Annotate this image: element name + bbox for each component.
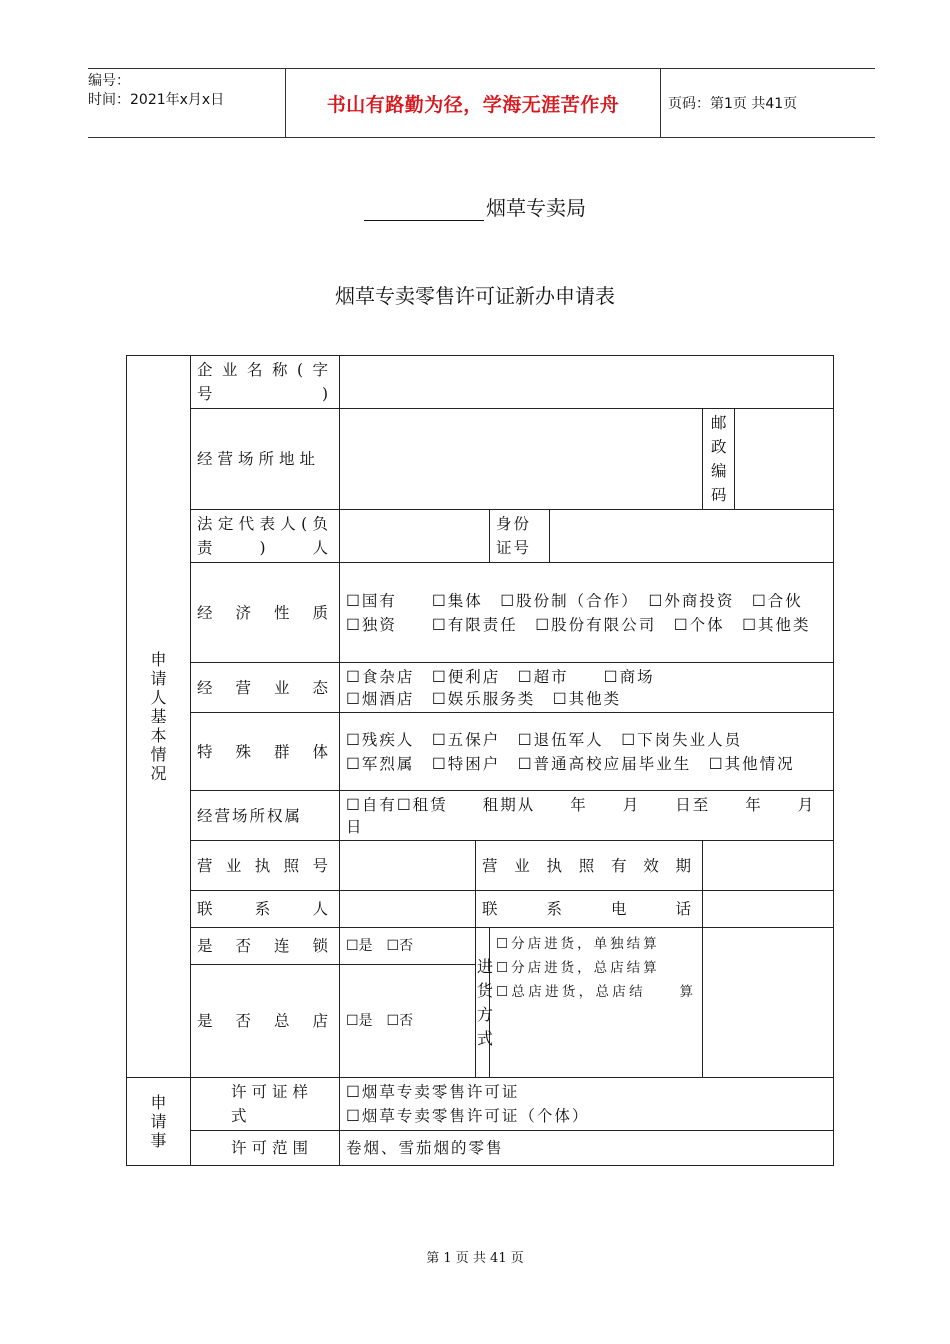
header-meta (88, 69, 285, 140)
document-title: 烟草专卖零售许可证新办申请表 (335, 284, 615, 308)
license-valid-label: 营业执照有效期 (476, 841, 703, 891)
purchase-label (476, 928, 493, 1078)
business-options[interactable] (340, 663, 834, 713)
license-valid-field[interactable] (703, 841, 834, 891)
business-options-line-1: ☐食杂店 ☐便利店 ☐超市 ☐商场 (346, 667, 655, 686)
permit-scope-value: 卷烟、雪茄烟的零售 (340, 1131, 834, 1166)
section-applicant-info (127, 356, 191, 1078)
page-footer: 第 1 页 共 41 页 (426, 1251, 524, 1266)
section-application-label: 申请事 (150, 1093, 167, 1150)
special-group-line-1: ☐残疾人 ☐五保户 ☐退伍军人 ☐下岗失业人员 (346, 730, 743, 749)
address-label: 经营场所地址 (191, 409, 340, 510)
contact-label: 联系人 (191, 891, 340, 928)
special-group-options[interactable] (340, 713, 834, 791)
permit-style-option-2: ☐烟草专卖零售许可证（个体） (346, 1107, 590, 1125)
chain-label: 是否连锁 (191, 928, 340, 965)
organization-name: 烟草专卖局 (486, 196, 586, 220)
permit-style-option-1: ☐烟草专卖零售许可证 (346, 1083, 520, 1101)
section-applicant-label: 申请人基本情况 (150, 650, 167, 783)
license-no-field[interactable] (340, 841, 476, 891)
time-label: 时间：2021年x月x日 (88, 92, 225, 108)
economy-options[interactable] (340, 563, 834, 663)
economy-options-line-1: ☐国有 ☐集体 ☐股份制（合作） ☐外商投资 ☐合伙 (346, 591, 803, 610)
business-options-line-2: ☐烟酒店 ☐娱乐服务类 ☐其他类 (346, 689, 622, 708)
legal-rep-label: 法定代表人(负责)人 (191, 510, 340, 563)
permit-style-options[interactable] (340, 1078, 834, 1131)
special-group-label: 特殊群体 (191, 713, 340, 791)
economy-options-line-2: ☐独资 ☐有限责任 ☐股份有限公司 ☐个体 ☐其他类 (346, 615, 811, 634)
organization-line (0, 192, 950, 221)
company-name-label: 企业名称(字号 ) (191, 356, 340, 409)
contact-field[interactable] (340, 891, 476, 928)
ownership-label: 经营场所权属 (191, 791, 340, 841)
application-form (126, 355, 851, 1166)
purchase-option-3: ☐总店进货，总店结 算 (496, 984, 696, 1000)
page-header (88, 68, 875, 138)
postal-field[interactable] (735, 409, 834, 510)
purchase-options[interactable] (490, 928, 703, 1078)
purchase-option-2: ☐分店进货，总店结算 (496, 960, 660, 976)
postal-label: 邮政编码 (703, 409, 735, 510)
number-label: 编号： (88, 73, 130, 89)
page-info: 页码：第1页 共41页 (668, 96, 798, 112)
permit-style-label: 许可证样式 (191, 1078, 340, 1131)
legal-rep-field[interactable] (340, 510, 490, 563)
special-group-line-2: ☐军烈属 ☐特困户 ☐普通高校应届毕业生 ☐其他情况 (346, 754, 795, 773)
header-motto: 书山有路勤为径，学海无涯苦作舟 (285, 69, 661, 137)
organization-blank[interactable] (364, 198, 484, 221)
license-no-label: 营业执照号 (191, 841, 340, 891)
phone-field[interactable] (703, 891, 834, 928)
hq-options[interactable]: ☐是 ☐否 (340, 965, 476, 1078)
section-application-items (127, 1078, 191, 1166)
purchase-note-field[interactable] (703, 928, 834, 1078)
id-field[interactable] (550, 510, 834, 563)
chain-options[interactable]: ☐是 ☐否 (340, 928, 476, 965)
permit-scope-label: 许可范围 (191, 1131, 340, 1166)
business-label: 经营业态 (191, 663, 340, 713)
phone-label: 联系电话 (476, 891, 703, 928)
purchase-label-text: 进货方式 (476, 956, 493, 1048)
hq-label: 是否总店 (191, 965, 340, 1078)
ownership-options[interactable]: ☐自有☐租赁 租期从 年 月 日至 年 月 日 (340, 791, 834, 841)
company-name-field[interactable] (340, 356, 834, 409)
id-label: 身份证号 (490, 510, 550, 563)
address-field[interactable] (340, 409, 703, 510)
purchase-option-1: ☐分店进货，单独结算 (496, 936, 660, 952)
economy-label: 经济性质 (191, 563, 340, 663)
